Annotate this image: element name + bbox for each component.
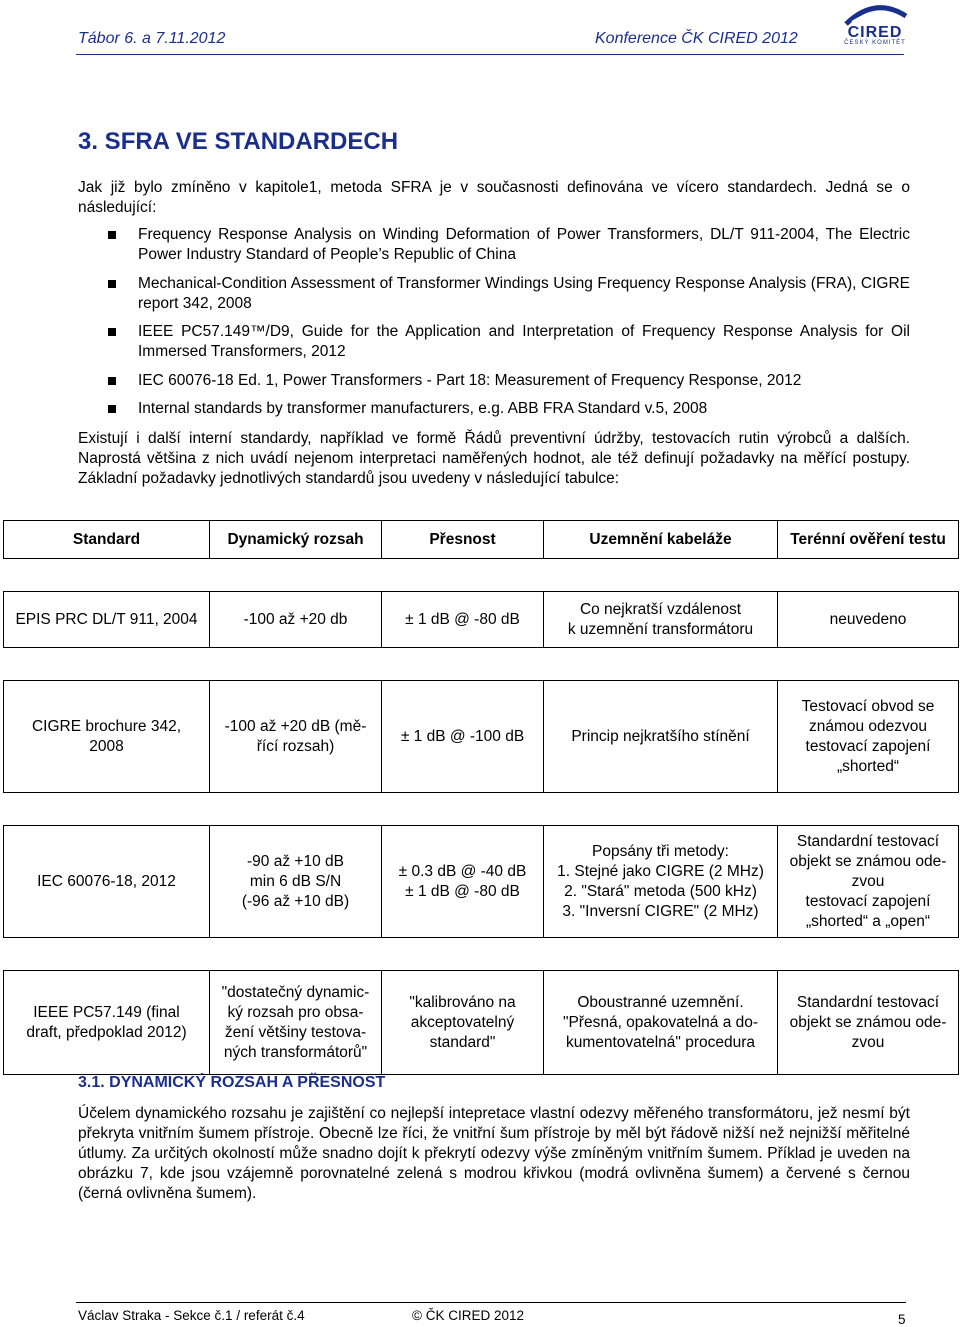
table-cell: ± 0.3 dB @ -40 dB ± 1 dB @ -80 dB <box>382 826 544 938</box>
table-cell: Popsány tři metody: 1. Stejné jako CIGRE (2 MHz) 2. "Stará" metoda (500 kHz) 3. "Inversní CIGRE" (2 MHz) <box>544 826 778 938</box>
footer-copyright: © ČK CIRED 2012 <box>412 1308 524 1323</box>
bullet-marker <box>108 377 116 385</box>
table-cell: -100 až +20 dB (mě- řící rozsah) <box>210 681 382 793</box>
header-left: Tábor 6. a 7.11.2012 <box>78 30 226 47</box>
table-header-cell: Standard <box>4 521 210 559</box>
bullet-item-5: Internal standards by transformer manufacturers, e.g. ABB FRA Standard v.5, 2008 <box>138 400 708 417</box>
table-row <box>4 592 959 648</box>
table-row <box>4 971 959 1075</box>
table-cell: "dostatečný dynamic- ký rozsah pro obsa- žení většiny testova- ných transformátorů" <box>210 971 382 1075</box>
standards-paragraph: Existují i další interní standardy, například ve formě Řádů preventivní údržby, testovacích rutin výrobců a dalších. Naprostá většina z nich uvádí nejenom interpretaci naměřených hodnot, ale též definují požadavky na měřící postupy. Základní požadavky jednotlivých standardů jsou uvedeny v následující tabulce: <box>78 430 910 487</box>
table-header-row <box>4 521 959 559</box>
header-right: Konference ČK CIRED 2012 <box>595 30 798 47</box>
header-rule <box>76 54 904 55</box>
table-cell: Standardní testovací objekt se známou ode- zvou <box>778 971 959 1075</box>
bullet-marker <box>108 280 116 288</box>
bullet-item-1: Frequency Response Analysis on Winding Deformation of Power Transformers, DL/T 911-2004, The Electric Power Industry Standard of People’s Republic of China <box>138 226 910 263</box>
dynamic-range-paragraph: Účelem dynamického rozsahu je zajištění co nejlepší intepretace vlastní odezvy měřeného transformátoru, jež nesmí být překryta vnitřním šumem přístroje. Obecně lze říci, že vnitřní šum přístroje by měl být řádově nižší než nejnižší měřitelné útlumy. Za určitých okolností může snadno dojít k překrytí odezvy výše zmíněným vnitřním šumem. Příklad je uveden na obrázku 7, kde jsou vzájemně porovnatelné zelená s modrou křivkou (modrá ovlivněna šumem) a červené s černou (černá ovlivněna šumem). <box>78 1105 910 1202</box>
table-cell: -100 až +20 db <box>210 592 382 648</box>
standards-table <box>3 520 959 1075</box>
table-row <box>4 826 959 938</box>
table-cell: Standardní testovací objekt se známou ode- zvou testovací zapojení „shorted“ a „open“ <box>778 826 959 938</box>
table-cell: Oboustranné uzemnění. "Přesná, opakovatelná a do- kumentovatelná" procedura <box>544 971 778 1075</box>
table-cell: IEC 60076-18, 2012 <box>4 826 210 938</box>
table-cell: Princip nejkratšího stínění <box>544 681 778 793</box>
bullet-item-2: Mechanical-Condition Assessment of Transformer Windings Using Frequency Response Analysis (FRA), CIGRE report 342, 2008 <box>138 275 910 312</box>
table-row <box>4 681 959 793</box>
table-cell: -90 až +10 dB min 6 dB S/N (-96 až +10 dB) <box>210 826 382 938</box>
table-cell: "kalibrováno na akceptovatelný standard" <box>382 971 544 1075</box>
table-cell: neuvedeno <box>778 592 959 648</box>
bullet-marker <box>108 231 116 239</box>
table-header-cell: Přesnost <box>382 521 544 559</box>
table-cell: Testovací obvod se známou odezvou testovací zapojení „shorted“ <box>778 681 959 793</box>
page-number: 5 <box>898 1312 906 1327</box>
footer-author: Václav Straka - Sekce č.1 / referát č.4 <box>78 1308 305 1323</box>
table-cell: CIGRE brochure 342, 2008 <box>4 681 210 793</box>
bullet-marker <box>108 328 116 336</box>
table-cell: Co nejkratší vzdálenost k uzemnění transformátoru <box>544 592 778 648</box>
logo-text: CIRED <box>847 24 903 41</box>
table-cell: EPIS PRC DL/T 911, 2004 <box>4 592 210 648</box>
bullet-item-4: IEC 60076-18 Ed. 1, Power Transformers - Part 18: Measurement of Frequency Response, 2012 <box>138 372 802 389</box>
table-header-cell: Uzemnění kabeláže <box>544 521 778 559</box>
bullet-item-3: IEEE PC57.149™/D9, Guide for the Application and Interpretation of Frequency Response Analysis for Oil Immersed Transformers, 2012 <box>138 323 910 360</box>
table-cell: ± 1 dB @ -100 dB <box>382 681 544 793</box>
bullet-marker <box>108 405 116 413</box>
logo-subtext: ČESKÝ KOMITÉT <box>844 40 906 46</box>
subsection-title: 3.1. DYNAMICKÝ ROZSAH A PŘESNOST <box>78 1074 386 1091</box>
table-header-cell: Terénní ověření testu <box>778 521 959 559</box>
table-cell: ± 1 dB @ -80 dB <box>382 592 544 648</box>
footer-rule <box>76 1302 906 1303</box>
table-cell: IEEE PC57.149 (final draft, předpoklad 2012) <box>4 971 210 1075</box>
table-header-cell: Dynamický rozsah <box>210 521 382 559</box>
section-title: 3. SFRA VE STANDARDECH <box>78 128 399 155</box>
intro-paragraph: Jak již bylo zmíněno v kapitole1, metoda SFRA je v současnosti definována ve vícero standardech. Jedná se o následující: <box>78 179 910 216</box>
